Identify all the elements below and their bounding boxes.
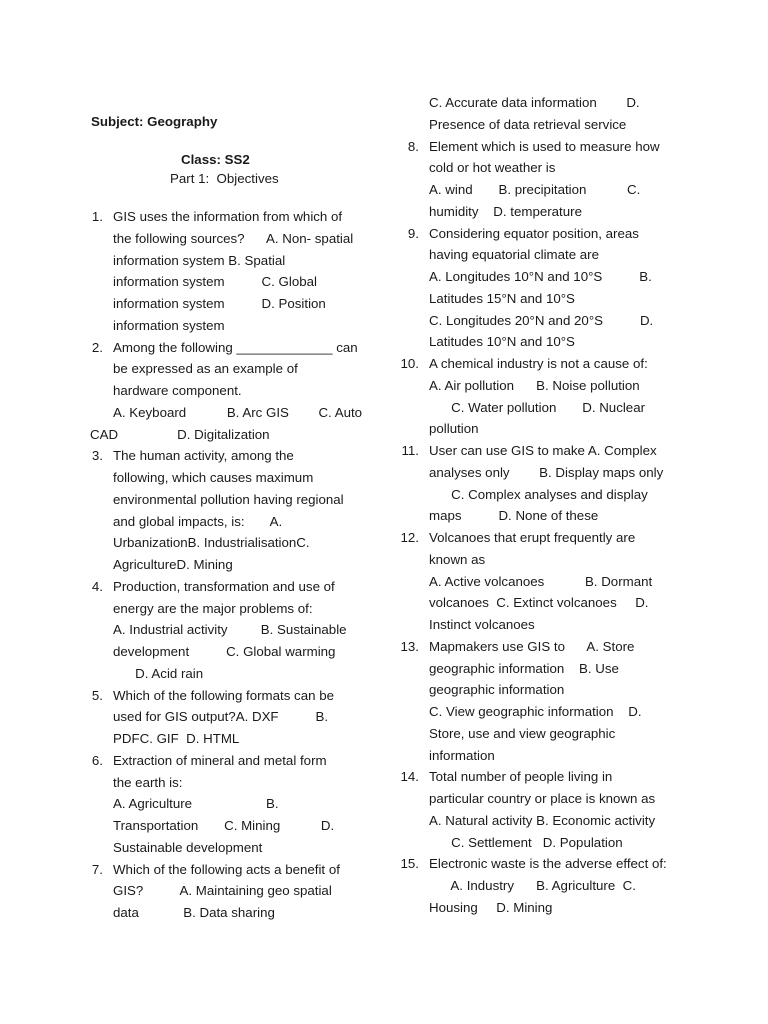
question-line: AgricultureD. Mining [113,557,233,572]
question-line: A. Longitudes 10°N and 10°S B. [429,269,652,284]
question-line: Store, use and view geographic [429,725,616,741]
question-line: UrbanizationB. IndustrialisationC. [113,535,310,551]
question-line: C. Accurate data information D. [429,95,640,110]
question-stem-line: Extraction of mineral and metal form [113,752,327,768]
question-stem-line: The human activity, among the [113,448,294,464]
question-line: A. Industry B. Agriculture C. [429,878,636,893]
question-stem-line: Electronic waste is the adverse effect of: [429,856,667,872]
question-number: 7. [91,861,103,877]
question-line: Instinct volcanoes [429,617,535,632]
question-stem-line: A chemical industry is not a cause of: [429,356,648,371]
question-line: energy are the major problems of: [113,600,313,616]
question-line: humidity D. temperature [429,203,582,219]
question-line: the earth is: [113,774,183,790]
question-number: 11. [401,443,419,458]
question-line: Latitudes 10°N and 10°S [429,334,575,350]
question-line: C. Settlement D. Population [429,834,623,850]
question-stem-line: GIS uses the information from which of [113,209,343,224]
subject-heading: Subject: Geography [91,114,218,129]
question-line: the following sources? A. Non- spatial [113,230,354,246]
part-heading: Part 1: Objectives [170,171,279,186]
question-line: information system B. Spatial [113,252,286,268]
question-number: 5. [91,687,103,703]
question-line: known as [429,551,486,567]
question-number: 10. [400,356,419,371]
question-stem-line: Which of the following acts a benefit of [113,861,340,877]
question-line: hardware component. [113,383,242,398]
question-line: particular country or place is known as [429,791,656,806]
question-number: 13. [400,638,419,654]
question-number: 15. [400,856,419,872]
question-line: cold or hot weather is [429,160,556,176]
question-line: C. Longitudes 20°N and 20°S D. [429,312,654,328]
question-stem-line: Production, transformation and use of [113,578,335,594]
question-line: having equatorial climate are [429,247,600,263]
question-line: data B. Data sharing [113,905,275,920]
question-stem-line: Volcanoes that erupt frequently are [429,530,636,545]
question-line: information [429,747,495,763]
question-line: Housing D. Mining [429,899,553,915]
question-line: CAD D. Digitalization [90,426,270,442]
question-line: Presence of data retrieval service [429,116,627,132]
question-line: development C. Global warming [113,644,336,659]
question-line: information system D. Position [113,296,326,311]
question-line: following, which causes maximum [113,470,314,485]
question-stem-line: Element which is used to measure how [429,138,660,154]
question-number: 14. [400,769,419,785]
question-line: A. Agriculture B. [113,796,279,812]
question-number: 4. [91,578,103,594]
question-line: A. Keyboard B. Arc GIS C. Auto [113,404,363,420]
class-heading: Class: SS2 [181,152,250,167]
question-stem-line: Which of the following formats can be [113,687,334,703]
question-stem-line: Total number of people living in [429,769,613,785]
question-line: geographic information B. Use [429,660,619,676]
question-line: volcanoes C. Extinct volcanoes D. [429,595,649,611]
question-line: A. Industrial activity B. Sustainable [113,622,347,638]
question-line: A. Natural activity B. Economic activity [429,812,656,828]
question-line: pollution [429,421,479,437]
question-number: 12. [400,530,419,545]
question-line: Sustainable development [113,839,263,855]
question-line: C. Complex analyses and display [429,486,648,502]
question-number: 1. [91,209,103,224]
question-line: maps D. None of these [429,508,599,524]
question-line: information system [113,317,225,333]
question-line: C. View geographic information D. [429,704,642,719]
question-line: analyses only B. Display maps only [429,464,664,480]
question-number: 2. [91,339,103,355]
question-line: Latitudes 15°N and 10°S [429,290,575,306]
question-number: 8. [407,138,419,154]
question-stem-line: Among the following _____________ can [113,339,358,355]
question-line: C. Water pollution D. Nuclear [429,399,646,415]
question-stem-line: Considering equator position, areas [429,225,639,241]
question-line: GIS? A. Maintaining geo spatial [113,883,332,899]
question-line: D. Acid rain [113,665,204,681]
question-line: PDFC. GIF D. HTML [113,731,240,746]
question-number: 3. [91,448,103,464]
question-stem-line: User can use GIS to make A. Complex [429,443,657,458]
question-line: and global impacts, is: A. [113,513,283,529]
question-line: be expressed as an example of [113,361,298,377]
question-number: 6. [91,752,103,768]
question-line: A. wind B. precipitation C. [429,182,641,197]
question-number: 9. [407,225,419,241]
question-line: A. Active volcanoes B. Dormant [429,573,653,589]
question-line: A. Air pollution B. Noise pollution [429,377,640,393]
question-stem-line: Mapmakers use GIS to A. Store [429,638,635,654]
question-line: Transportation C. Mining D. [113,818,335,833]
question-line: used for GIS output?A. DXF B. [113,709,329,725]
question-line: information system C. Global [113,274,317,290]
question-line: geographic information [429,682,565,698]
question-line: environmental pollution having regional [113,491,344,507]
